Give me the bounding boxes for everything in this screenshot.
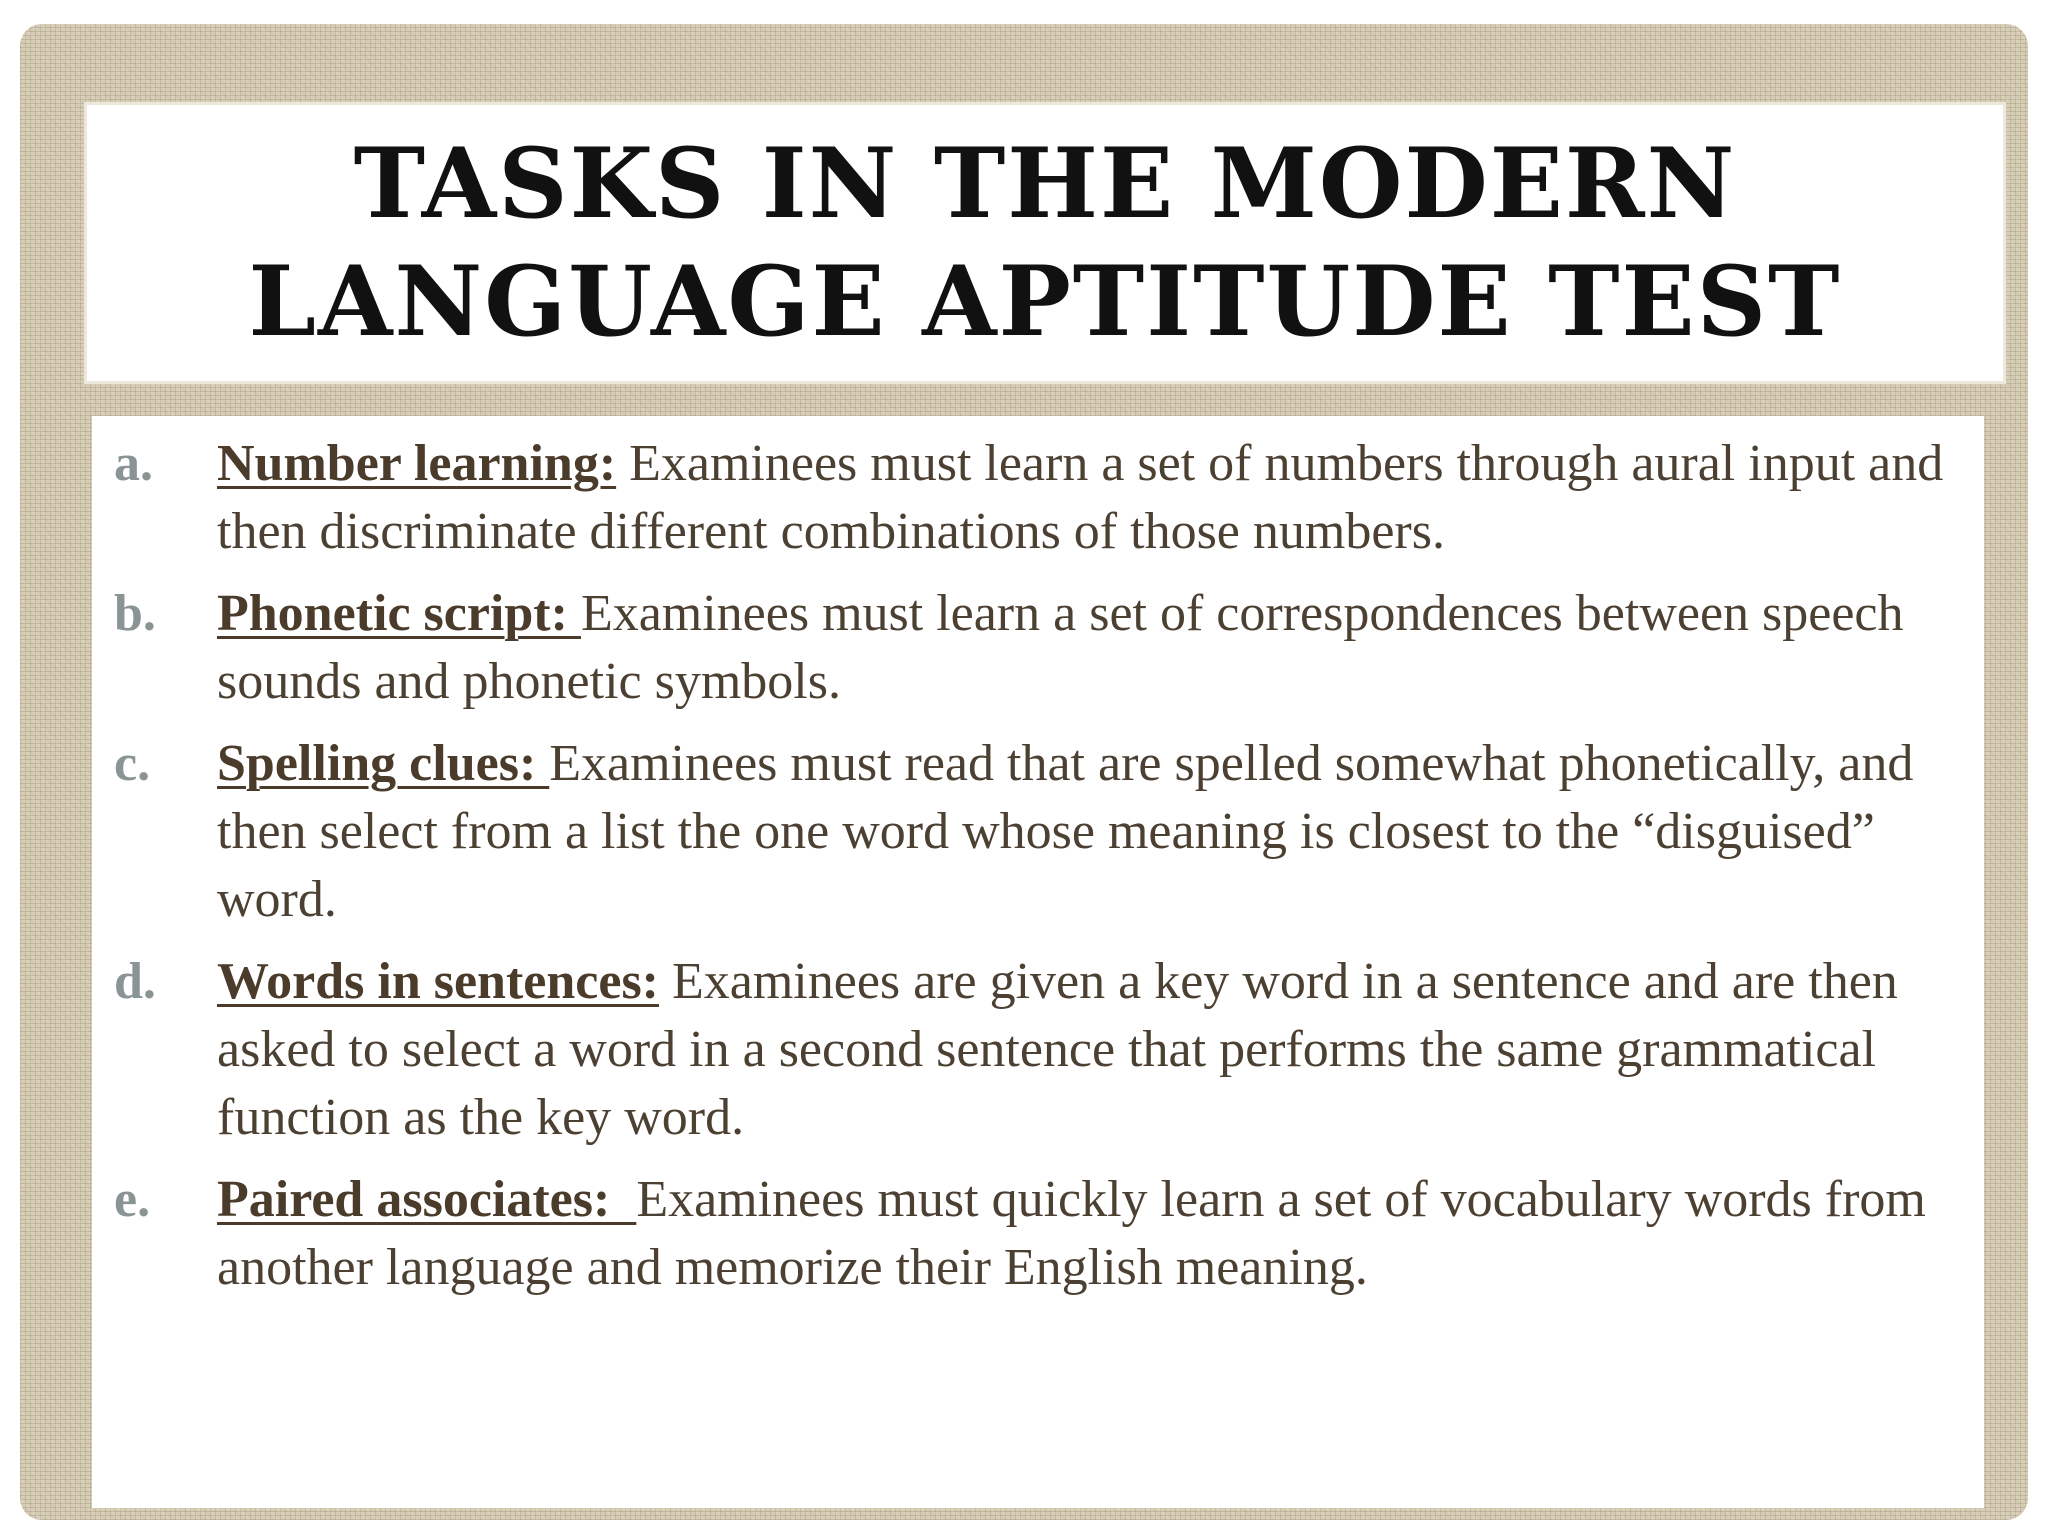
- list-marker: c.: [114, 735, 151, 792]
- task-description: Examinees must read that are spelled somewhat phonetically, and then select from a list the one word whose meaning is closest to the “disguised” word.: [217, 735, 1914, 928]
- slide-frame: [20, 24, 2028, 1520]
- task-item-number-learning: [114, 430, 1944, 566]
- task-term: Words in sentences:: [217, 953, 659, 1010]
- task-item-words-in-sentences: [114, 948, 1944, 1152]
- list-marker: b.: [114, 585, 156, 642]
- task-item-spelling-clues: [114, 730, 1944, 934]
- task-term: Paired associates:: [217, 1171, 637, 1228]
- task-description: Examinees are given a key word in a sentence and are then asked to select a word in a second sentence that performs the same grammatical function as the key word.: [217, 953, 1898, 1146]
- slide-title-line-1: TASKS IN THE MODERN: [353, 127, 1737, 240]
- task-term: Spelling clues:: [217, 735, 550, 792]
- task-description: Examinees must learn a set of correspondences between speech sounds and phonetic symbols.: [217, 585, 1904, 710]
- list-marker: e.: [114, 1171, 151, 1228]
- content-box: [92, 416, 1984, 1508]
- task-item-paired-associates: [114, 1166, 1944, 1302]
- task-term: Number learning:: [217, 435, 617, 492]
- task-item-phonetic-script: [114, 580, 1944, 716]
- task-term: Phonetic script:: [217, 585, 581, 642]
- task-list: [114, 430, 1944, 1302]
- list-marker: d.: [114, 953, 156, 1010]
- task-description: Examinees must quickly learn a set of vocabulary words from another language and memorize their English meaning.: [217, 1171, 1926, 1296]
- list-marker: a.: [114, 435, 153, 492]
- title-box: [84, 102, 2006, 384]
- task-description: Examinees must learn a set of numbers through aural input and then discriminate different combinations of those numbers.: [217, 435, 1944, 560]
- slide-title-line-2: LANGUAGE APTITUDE TEST: [248, 245, 1842, 358]
